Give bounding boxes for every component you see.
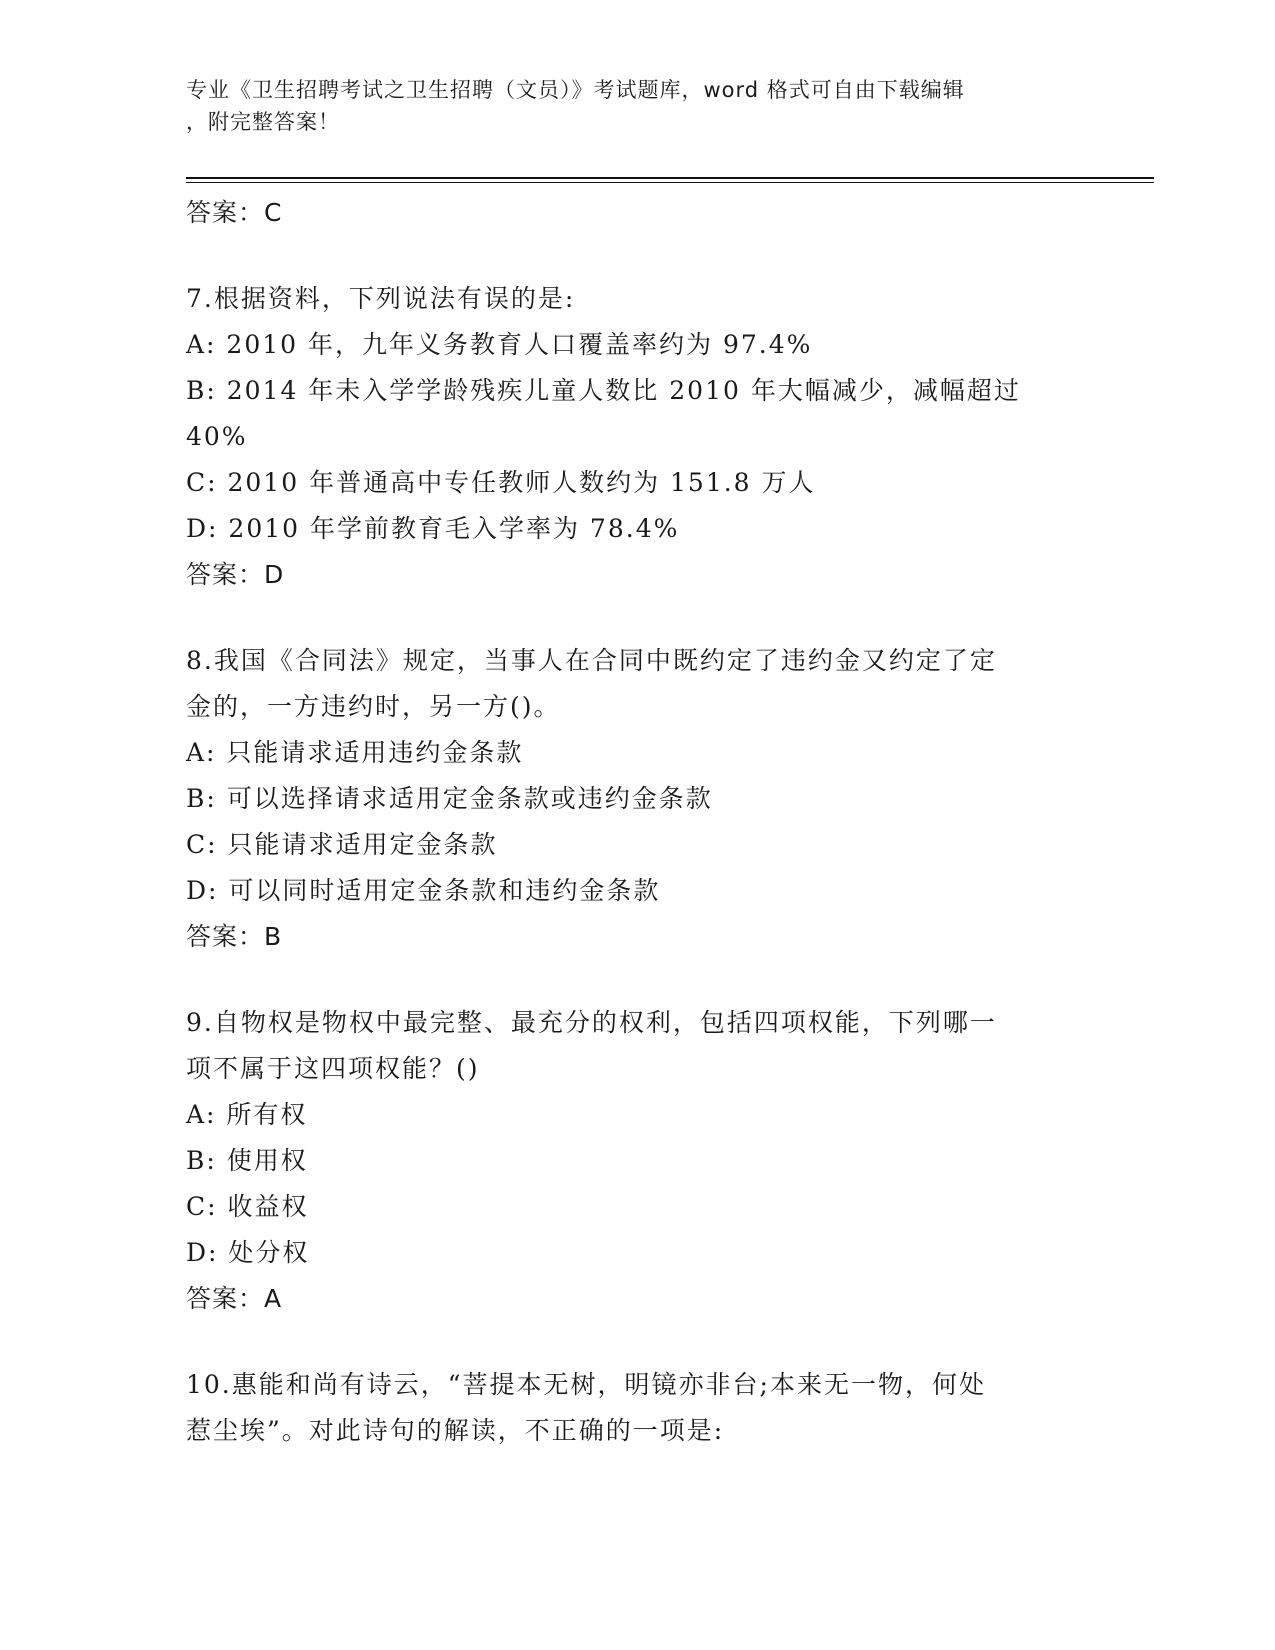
question-9-option-b: B: 使用权	[186, 1146, 308, 1175]
header-divider-thin	[186, 182, 1154, 183]
spacer	[186, 960, 1086, 1000]
question-8-option-a: A: 只能请求适用违约金条款	[186, 738, 524, 767]
question-8	[186, 638, 1086, 960]
question-9-stem-line-1: 9.自物权是物权中最完整、最充分的权利，包括四项权能，下列哪一	[186, 1008, 997, 1037]
spacer	[186, 1322, 1086, 1362]
document-header	[186, 74, 1066, 138]
question-7-stem: 7.根据资料，下列说法有误的是:	[186, 284, 576, 313]
question-list	[186, 190, 1086, 1454]
question-8-option-d: D: 可以同时适用定金条款和违约金条款	[186, 876, 661, 905]
question-9-option-d: D: 处分权	[186, 1238, 310, 1267]
header-line-2: ，附完整答案！	[186, 110, 340, 134]
question-8-option-b: B: 可以选择请求适用定金条款或违约金条款	[186, 784, 713, 813]
question-9-option-c: C: 收益权	[186, 1192, 309, 1221]
question-8-stem-line-1: 8.我国《合同法》规定，当事人在合同中既约定了违约金又约定了定	[186, 646, 997, 675]
header-line-1: 专业《卫生招聘考试之卫生招聘（文员）》考试题库，word 格式可自由下载编辑	[186, 78, 965, 102]
question-7-option-b: B: 2014 年未入学学龄残疾儿童人数比 2010 年大幅减少，减幅超过	[186, 376, 1021, 405]
question-7-option-c: C: 2010 年普通高中专任教师人数约为 151.8 万人	[186, 468, 816, 497]
spacer	[186, 598, 1086, 638]
question-7-option-d: D: 2010 年学前教育毛入学率为 78.4%	[186, 514, 680, 543]
question-10	[186, 1362, 1086, 1454]
question-7-option-a: A: 2010 年，九年义务教育人口覆盖率约为 97.4%	[186, 330, 813, 359]
question-9-stem-line-2: 项不属于这四项权能？()	[186, 1054, 480, 1083]
spacer	[186, 236, 1086, 276]
previous-answer: 答案：C	[186, 198, 283, 227]
question-7-answer: 答案：D	[186, 560, 285, 589]
question-8-answer: 答案：B	[186, 922, 283, 951]
question-9-option-a: A: 所有权	[186, 1100, 308, 1129]
question-7	[186, 276, 1086, 598]
question-9-answer: 答案：A	[186, 1284, 283, 1313]
question-8-option-c: C: 只能请求适用定金条款	[186, 830, 498, 859]
question-10-stem-line-2: 惹尘埃”。对此诗句的解读，不正确的一项是:	[186, 1416, 725, 1445]
question-10-stem-line-1: 10.惠能和尚有诗云，“菩提本无树，明镜亦非台;本来无一物，何处	[186, 1370, 986, 1399]
question-9	[186, 1000, 1086, 1322]
question-7-option-b-continued: 40%	[186, 422, 248, 451]
question-8-stem-line-2: 金的，一方违约时，另一方()。	[186, 692, 561, 721]
header-divider-thick	[186, 177, 1154, 179]
